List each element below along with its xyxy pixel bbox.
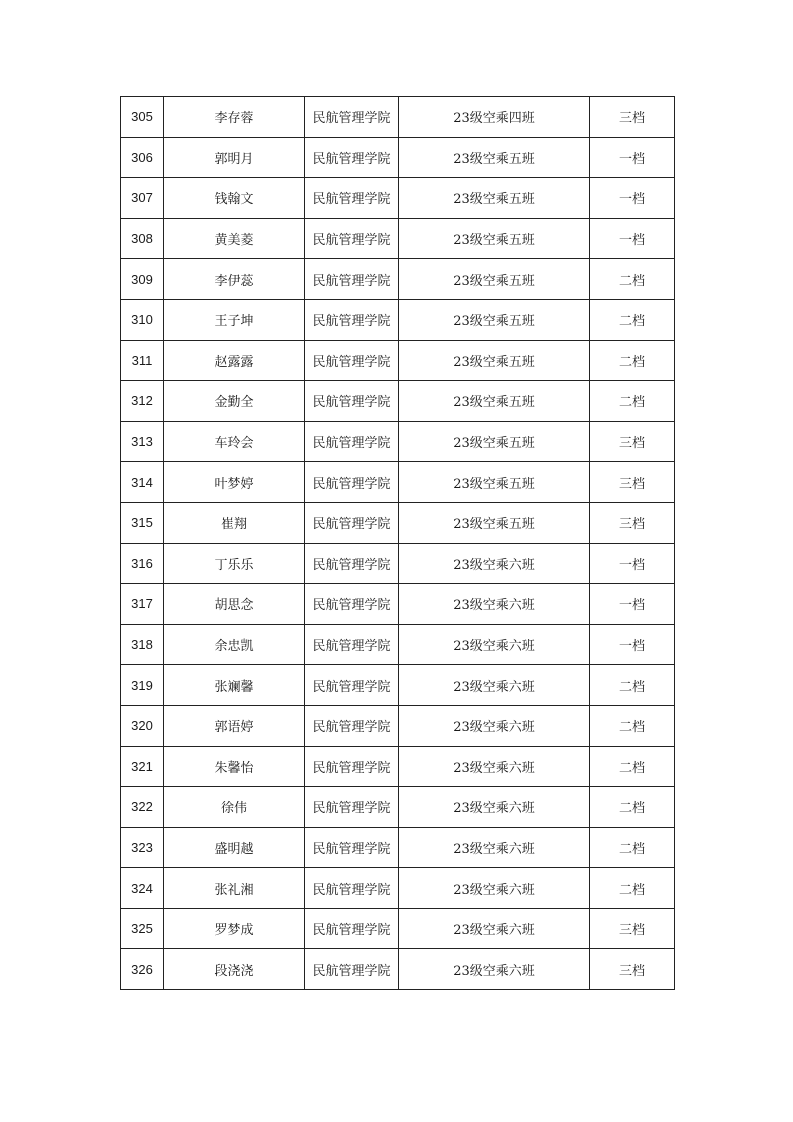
tier-level: 一档 [590,178,675,219]
student-name: 车玲会 [164,421,305,462]
college-name: 民航管理学院 [305,908,399,949]
student-name: 胡思念 [164,584,305,625]
college-name: 民航管理学院 [305,624,399,665]
row-number: 325 [121,908,164,949]
table-row [121,340,675,381]
row-number: 318 [121,624,164,665]
row-number: 307 [121,178,164,219]
row-number: 311 [121,340,164,381]
tier-level: 三档 [590,462,675,503]
table-row [121,624,675,665]
class-name: 23级空乘六班 [399,705,590,746]
college-name: 民航管理学院 [305,421,399,462]
class-name: 23级空乘六班 [399,908,590,949]
student-name: 郭语婷 [164,705,305,746]
class-name: 23级空乘六班 [399,868,590,909]
college-name: 民航管理学院 [305,299,399,340]
table-row [121,137,675,178]
table-row [121,218,675,259]
class-name: 23级空乘六班 [399,787,590,828]
student-name: 罗梦成 [164,908,305,949]
table-row [121,502,675,543]
table-row [121,868,675,909]
student-name: 徐伟 [164,787,305,828]
student-name: 金勤全 [164,381,305,422]
tier-level: 三档 [590,421,675,462]
college-name: 民航管理学院 [305,340,399,381]
college-name: 民航管理学院 [305,543,399,584]
class-name: 23级空乘四班 [399,97,590,138]
student-name: 钱翰文 [164,178,305,219]
row-number: 323 [121,827,164,868]
college-name: 民航管理学院 [305,381,399,422]
row-number: 310 [121,299,164,340]
class-name: 23级空乘五班 [399,502,590,543]
row-number: 305 [121,97,164,138]
class-name: 23级空乘五班 [399,299,590,340]
tier-level: 二档 [590,299,675,340]
tier-level: 二档 [590,787,675,828]
class-name: 23级空乘六班 [399,543,590,584]
student-name: 赵露露 [164,340,305,381]
class-name: 23级空乘六班 [399,827,590,868]
college-name: 民航管理学院 [305,462,399,503]
college-name: 民航管理学院 [305,746,399,787]
table-row [121,827,675,868]
tier-level: 二档 [590,665,675,706]
student-name: 叶梦婷 [164,462,305,503]
student-name: 张礼湘 [164,868,305,909]
row-number: 321 [121,746,164,787]
table-row [121,178,675,219]
class-name: 23级空乘五班 [399,178,590,219]
table-row [121,97,675,138]
college-name: 民航管理学院 [305,665,399,706]
table-row [121,381,675,422]
college-name: 民航管理学院 [305,827,399,868]
student-name: 李伊蕊 [164,259,305,300]
row-number: 314 [121,462,164,503]
class-name: 23级空乘六班 [399,746,590,787]
student-name: 张斓馨 [164,665,305,706]
table-row [121,543,675,584]
class-name: 23级空乘五班 [399,218,590,259]
table-row [121,746,675,787]
college-name: 民航管理学院 [305,218,399,259]
table-row [121,421,675,462]
college-name: 民航管理学院 [305,137,399,178]
class-name: 23级空乘五班 [399,462,590,503]
table-row [121,908,675,949]
table-row [121,299,675,340]
class-name: 23级空乘五班 [399,381,590,422]
tier-level: 一档 [590,584,675,625]
student-name: 丁乐乐 [164,543,305,584]
row-number: 317 [121,584,164,625]
tier-level: 一档 [590,218,675,259]
student-name: 郭明月 [164,137,305,178]
row-number: 326 [121,949,164,990]
table-row [121,462,675,503]
row-number: 315 [121,502,164,543]
row-number: 306 [121,137,164,178]
tier-level: 一档 [590,137,675,178]
college-name: 民航管理学院 [305,178,399,219]
class-name: 23级空乘五班 [399,137,590,178]
row-number: 309 [121,259,164,300]
college-name: 民航管理学院 [305,97,399,138]
row-number: 320 [121,705,164,746]
class-name: 23级空乘六班 [399,665,590,706]
college-name: 民航管理学院 [305,502,399,543]
row-number: 319 [121,665,164,706]
tier-level: 二档 [590,705,675,746]
row-number: 316 [121,543,164,584]
class-name: 23级空乘五班 [399,340,590,381]
tier-level: 二档 [590,868,675,909]
student-name: 崔翔 [164,502,305,543]
college-name: 民航管理学院 [305,259,399,300]
class-name: 23级空乘六班 [399,949,590,990]
row-number: 313 [121,421,164,462]
tier-level: 二档 [590,827,675,868]
college-name: 民航管理学院 [305,705,399,746]
tier-level: 二档 [590,746,675,787]
student-name: 王子坤 [164,299,305,340]
student-name: 黄美菱 [164,218,305,259]
row-number: 312 [121,381,164,422]
row-number: 308 [121,218,164,259]
table-row [121,949,675,990]
table-row [121,259,675,300]
class-name: 23级空乘六班 [399,624,590,665]
college-name: 民航管理学院 [305,868,399,909]
roster-body [121,97,675,990]
college-name: 民航管理学院 [305,584,399,625]
class-name: 23级空乘五班 [399,421,590,462]
student-roster-table [120,96,675,990]
tier-level: 三档 [590,908,675,949]
student-name: 朱馨怡 [164,746,305,787]
college-name: 民航管理学院 [305,787,399,828]
class-name: 23级空乘六班 [399,584,590,625]
row-number: 324 [121,868,164,909]
student-name: 李存蓉 [164,97,305,138]
tier-level: 二档 [590,340,675,381]
tier-level: 三档 [590,97,675,138]
row-number: 322 [121,787,164,828]
tier-level: 一档 [590,543,675,584]
table-row [121,705,675,746]
tier-level: 二档 [590,259,675,300]
student-name: 段浇浇 [164,949,305,990]
tier-level: 一档 [590,624,675,665]
table-row [121,584,675,625]
student-name: 余忠凯 [164,624,305,665]
tier-level: 二档 [590,381,675,422]
class-name: 23级空乘五班 [399,259,590,300]
table-row [121,787,675,828]
tier-level: 三档 [590,502,675,543]
table-row [121,665,675,706]
college-name: 民航管理学院 [305,949,399,990]
tier-level: 三档 [590,949,675,990]
student-name: 盛明越 [164,827,305,868]
